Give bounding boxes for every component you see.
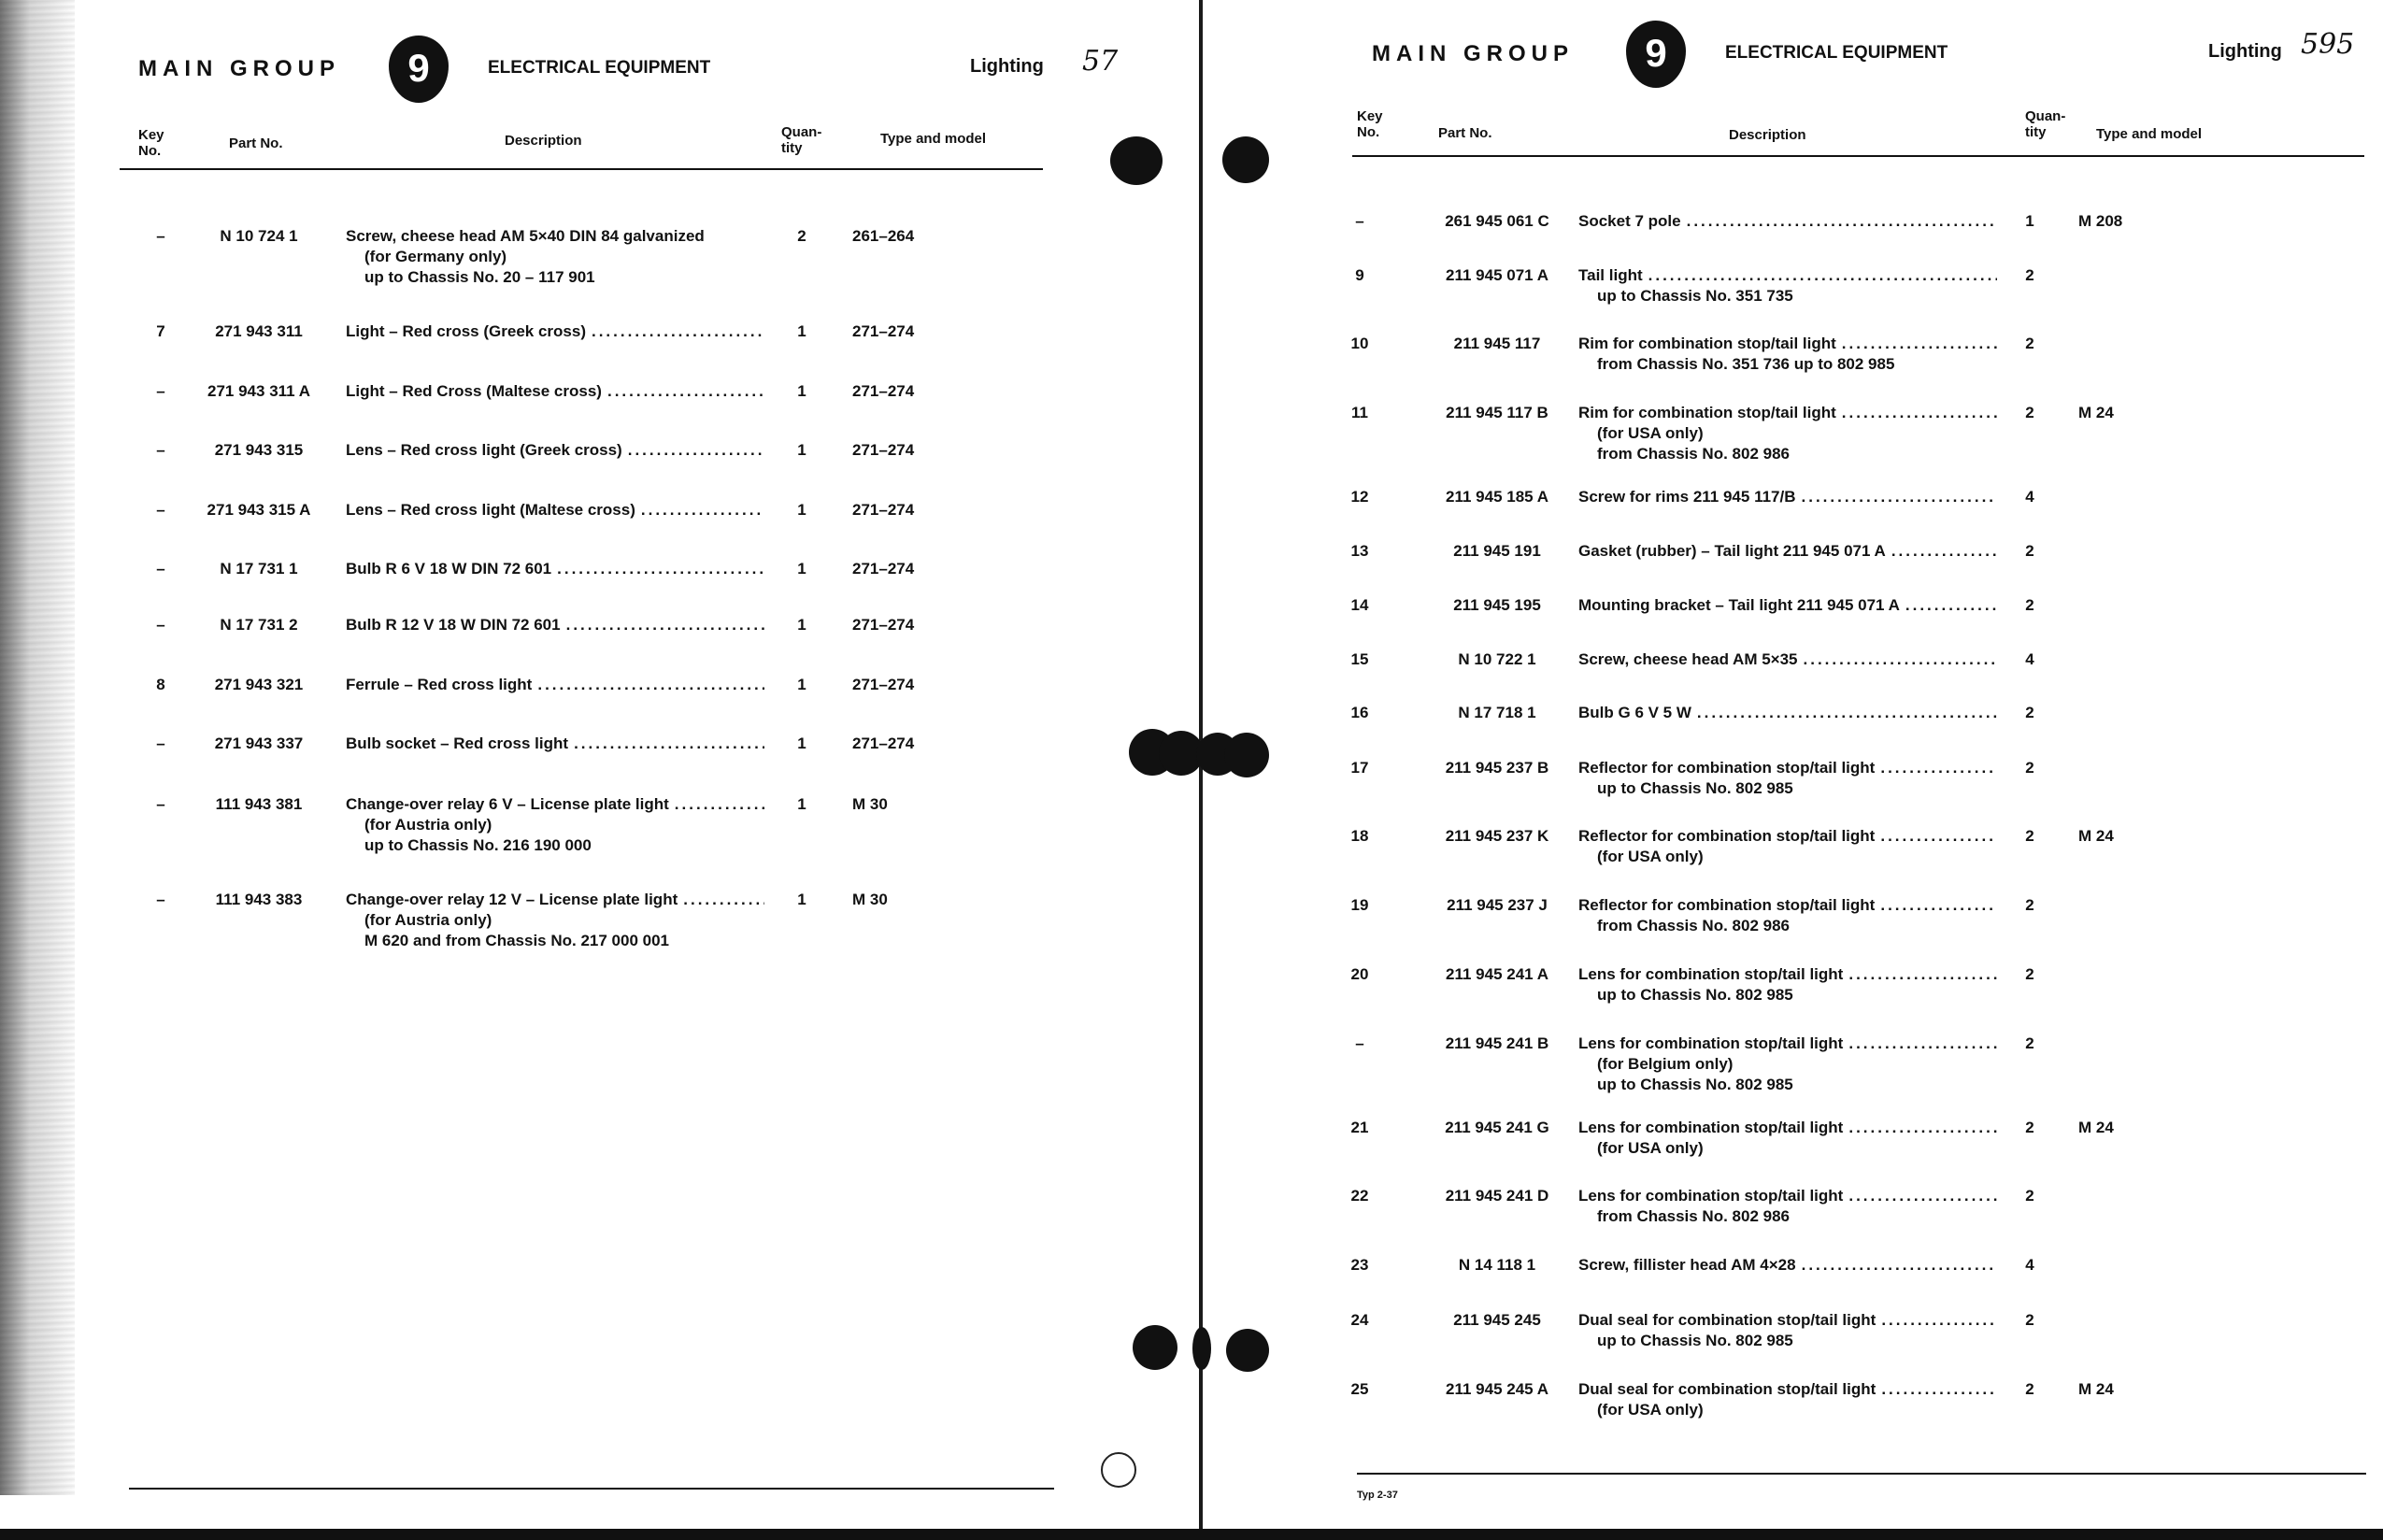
type-model: M 24 [2078, 1119, 2114, 1136]
key-number: 20 [1350, 965, 1369, 983]
quantity: 4 [2025, 488, 2034, 506]
part-description [1578, 403, 1997, 464]
key-number: – [156, 382, 165, 400]
part-number: N 14 118 1 [1458, 1256, 1536, 1274]
quantity: 1 [797, 734, 806, 752]
punch-hole [1226, 1329, 1269, 1372]
description-text: Dual seal for combination stop/tail light [1578, 1380, 1876, 1398]
scan-edge-shadow [0, 0, 75, 1495]
description-note: from Chassis No. 802 986 [1597, 1207, 1790, 1225]
part-description [346, 675, 764, 695]
key-number: 22 [1350, 1187, 1369, 1205]
description-note: from Chassis No. 802 986 [1597, 445, 1790, 463]
description-text: Lens – Red cross light (Maltese cross) [346, 501, 635, 519]
punch-hole [1110, 136, 1163, 185]
leader-dots [1880, 895, 1997, 916]
section-title: ELECTRICAL EQUIPMENT [488, 58, 711, 78]
part-number: N 17 718 1 [1458, 704, 1536, 721]
leader-dots [1848, 1034, 1997, 1054]
section-title: ELECTRICAL EQUIPMENT [1725, 43, 1948, 63]
quantity: 2 [2025, 404, 2034, 421]
description-text: Gasket (rubber) – Tail light 211 945 071 A [1578, 542, 1886, 560]
leader-dots [1881, 1310, 1997, 1331]
key-number: 16 [1350, 704, 1369, 721]
quantity: 1 [797, 382, 806, 400]
part-number: 211 945 191 [1453, 542, 1541, 560]
quantity: 2 [2025, 759, 2034, 777]
part-description [1578, 265, 1997, 307]
description-text: Mounting bracket – Tail light 211 945 071 A [1578, 596, 1900, 614]
part-description [1578, 1310, 1997, 1351]
key-number: 18 [1350, 827, 1369, 845]
part-number: 271 943 315 A [207, 501, 311, 519]
part-description [1578, 1186, 1997, 1227]
description-note: (for Austria only) [364, 911, 492, 929]
part-description [1578, 758, 1997, 799]
type-model: M 24 [2078, 404, 2114, 421]
part-description [1578, 895, 1997, 936]
description-note: (for Belgium only) [1597, 1055, 1734, 1073]
description-note: up to Chassis No. 802 985 [1597, 1076, 1793, 1093]
part-number: 211 945 241 B [1445, 1034, 1549, 1052]
description-text: Screw, cheese head AM 5×40 DIN 84 galvanized [346, 227, 705, 245]
part-description [1578, 211, 1997, 232]
description-text: Bulb R 12 V 18 W DIN 72 601 [346, 616, 561, 634]
description-note: up to Chassis No. 20 – 117 901 [364, 268, 595, 286]
description-text: Screw, fillister head AM 4×28 [1578, 1256, 1796, 1274]
type-model: 271–274 [852, 501, 915, 519]
type-model: M 30 [852, 891, 888, 908]
type-model: M 24 [2078, 827, 2114, 845]
key-number: 12 [1350, 488, 1369, 506]
part-description [1578, 826, 1997, 867]
description-text: Lens for combination stop/tail light [1578, 1187, 1844, 1205]
part-number: 211 945 117 B [1446, 404, 1548, 421]
col-part-header: Part No. [229, 135, 283, 151]
leader-dots [675, 794, 764, 815]
type-model: 271–274 [852, 441, 915, 459]
description-text: Screw for rims 211 945 117/B [1578, 488, 1796, 506]
leader-dots [1842, 403, 1997, 423]
part-number: 211 945 245 A [1446, 1380, 1548, 1398]
part-description [1578, 703, 1997, 723]
part-description [1578, 595, 1997, 616]
part-description [346, 226, 764, 288]
type-model: 271–274 [852, 616, 915, 634]
part-number: 211 945 237 B [1445, 759, 1549, 777]
key-number: 8 [156, 676, 165, 693]
key-number: 14 [1350, 596, 1369, 614]
description-note: (for USA only) [1597, 1139, 1704, 1157]
description-note: (for Germany only) [364, 248, 507, 265]
part-description [1578, 487, 1997, 507]
description-note: up to Chassis No. 351 735 [1597, 287, 1793, 305]
part-number: 271 943 321 [214, 676, 304, 693]
quantity: 1 [797, 501, 806, 519]
part-number: 271 943 315 [214, 441, 304, 459]
part-number: 111 943 381 [215, 795, 303, 813]
quantity: 4 [2025, 650, 2034, 668]
part-description [1578, 1034, 1997, 1095]
part-description [1578, 964, 1997, 1005]
key-number: 24 [1350, 1311, 1369, 1329]
description-text: Socket 7 pole [1578, 212, 1681, 230]
leader-dots [1848, 1186, 1997, 1206]
leader-dots [1880, 826, 1997, 847]
col-part-header: Part No. [1438, 125, 1492, 141]
part-number: 211 945 195 [1453, 596, 1541, 614]
leader-dots [607, 381, 764, 402]
leader-dots [566, 615, 764, 635]
part-number: 211 945 237 K [1445, 827, 1549, 845]
description-note: up to Chassis No. 802 985 [1597, 986, 1793, 1004]
type-model: M 208 [2078, 212, 2123, 230]
quantity: 1 [797, 560, 806, 578]
description-text: Reflector for combination stop/tail light [1578, 827, 1876, 845]
part-number: 271 943 311 A [207, 382, 310, 400]
part-number: 211 945 241 D [1445, 1187, 1549, 1205]
description-text: Change-over relay 12 V – License plate light [346, 891, 678, 908]
quantity: 2 [2025, 896, 2034, 914]
quantity: 2 [2025, 1380, 2034, 1398]
leader-dots [1802, 1255, 1997, 1276]
main-group-title: MAIN GROUP [1372, 41, 1574, 66]
part-description [1578, 541, 1997, 562]
key-number: – [156, 616, 165, 634]
description-text: Tail light [1578, 266, 1643, 284]
part-description [346, 794, 764, 856]
key-number: 19 [1350, 896, 1369, 914]
description-note: M 620 and from Chassis No. 217 000 001 [364, 932, 669, 949]
description-note: (for USA only) [1597, 1401, 1704, 1419]
part-description [346, 559, 764, 579]
quantity: 2 [2025, 266, 2034, 284]
leader-dots [641, 500, 764, 520]
description-note: from Chassis No. 351 736 up to 802 985 [1597, 355, 1895, 373]
group-number-badge: 9 [1626, 21, 1686, 88]
description-text: Change-over relay 6 V – License plate light [346, 795, 669, 813]
leader-dots [1687, 211, 1997, 232]
col-type-header: Type and model [2096, 126, 2203, 142]
leader-dots [683, 890, 764, 910]
footer-rule [129, 1488, 1054, 1490]
quantity: 4 [2025, 1256, 2034, 1274]
part-number: 271 943 337 [214, 734, 304, 752]
leader-dots [1848, 964, 1997, 985]
key-number: – [156, 501, 165, 519]
description-text: Screw, cheese head AM 5×35 [1578, 650, 1798, 668]
description-text: Lens for combination stop/tail light [1578, 965, 1844, 983]
header-rule [120, 168, 1043, 170]
key-number: 21 [1350, 1119, 1369, 1136]
description-note: (for USA only) [1597, 848, 1704, 865]
col-key-header: Key No. [138, 127, 164, 159]
quantity: 1 [797, 676, 806, 693]
type-model: M 24 [2078, 1380, 2114, 1398]
punch-hole [1224, 733, 1269, 777]
handwritten-page-number: 57 [1082, 45, 1119, 78]
key-number: 17 [1350, 759, 1369, 777]
punch-hole [1192, 1327, 1211, 1370]
part-number: 211 945 185 A [1446, 488, 1548, 506]
quantity: 2 [2025, 335, 2034, 352]
description-text: Light – Red cross (Greek cross) [346, 322, 586, 340]
part-number: N 17 731 2 [220, 616, 298, 634]
type-model: 271–274 [852, 322, 915, 340]
key-number: 7 [156, 322, 165, 340]
group-number-badge: 9 [389, 36, 449, 103]
description-note: (for USA only) [1597, 424, 1704, 442]
description-text: Bulb socket – Red cross light [346, 734, 569, 752]
part-description [1578, 334, 1997, 375]
description-text: Bulb R 6 V 18 W DIN 72 601 [346, 560, 552, 578]
description-text: Ferrule – Red cross light [346, 676, 533, 693]
key-number: 23 [1350, 1256, 1369, 1274]
leader-dots [628, 440, 764, 461]
description-note: from Chassis No. 802 986 [1597, 917, 1790, 934]
key-number: 13 [1350, 542, 1369, 560]
description-text: Dual seal for combination stop/tail light [1578, 1311, 1876, 1329]
part-description [346, 890, 764, 951]
quantity: 1 [797, 322, 806, 340]
part-number: 111 943 383 [215, 891, 303, 908]
leader-dots [574, 734, 764, 754]
description-note: up to Chassis No. 216 190 000 [364, 836, 592, 854]
punch-hole [1133, 1325, 1177, 1370]
key-number: 10 [1350, 335, 1369, 352]
description-text: Lens for combination stop/tail light [1578, 1119, 1844, 1136]
quantity: 2 [2025, 1311, 2034, 1329]
description-text: Reflector for combination stop/tail light [1578, 759, 1876, 777]
part-number: 211 945 241 G [1445, 1119, 1549, 1136]
description-text: Reflector for combination stop/tail light [1578, 896, 1876, 914]
description-note: (for Austria only) [364, 816, 492, 834]
description-note: up to Chassis No. 802 985 [1597, 779, 1793, 797]
description-text: Light – Red Cross (Maltese cross) [346, 382, 602, 400]
footer-rule [1357, 1473, 2366, 1475]
part-description [1578, 649, 1997, 670]
part-number: 211 945 237 J [1447, 896, 1548, 914]
key-number: – [156, 441, 165, 459]
subsection-title: Lighting [2208, 41, 2282, 62]
col-quantity-header: Quan-tity [2025, 108, 2066, 140]
type-model: 271–274 [852, 560, 915, 578]
col-quantity-header: Quan-tity [781, 124, 822, 156]
subsection-title: Lighting [970, 56, 1044, 77]
main-group-title: MAIN GROUP [138, 56, 340, 81]
key-number: 9 [1355, 266, 1364, 284]
punch-hole [1222, 136, 1269, 183]
leader-dots [1842, 334, 1997, 354]
type-model: M 30 [852, 795, 888, 813]
quantity: 1 [797, 795, 806, 813]
col-description-header: Description [505, 133, 582, 149]
key-number: – [156, 795, 165, 813]
leader-dots [1697, 703, 1997, 723]
part-number: N 17 731 1 [220, 560, 298, 578]
quantity: 2 [2025, 827, 2034, 845]
quantity: 2 [2025, 1034, 2034, 1052]
part-description [346, 381, 764, 402]
quantity: 2 [2025, 965, 2034, 983]
leader-dots [592, 321, 764, 342]
quantity: 1 [797, 441, 806, 459]
leader-dots [1804, 649, 1997, 670]
part-description [346, 440, 764, 461]
punch-hole-outline [1101, 1452, 1136, 1488]
key-number: – [156, 891, 165, 908]
part-description [1578, 1118, 1997, 1159]
key-number: 25 [1350, 1380, 1369, 1398]
description-note: up to Chassis No. 802 985 [1597, 1332, 1793, 1349]
part-number: 211 945 241 A [1446, 965, 1548, 983]
scan-bottom-edge [0, 1529, 2383, 1540]
key-number: 11 [1351, 404, 1368, 421]
part-number: 211 945 071 A [1446, 266, 1548, 284]
leader-dots [557, 559, 764, 579]
leader-dots [1880, 758, 1997, 778]
leader-dots [1848, 1118, 1997, 1138]
quantity: 2 [2025, 596, 2034, 614]
quantity: 1 [797, 891, 806, 908]
key-number: – [156, 560, 165, 578]
part-number: N 10 724 1 [220, 227, 298, 245]
leader-dots [537, 675, 764, 695]
quantity: 2 [2025, 542, 2034, 560]
quantity: 2 [2025, 704, 2034, 721]
quantity: 2 [2025, 1187, 2034, 1205]
key-number: – [1355, 1034, 1364, 1052]
key-number: – [156, 227, 165, 245]
part-description [1578, 1379, 1997, 1420]
leader-dots [1648, 265, 1997, 286]
right-catalog-page [1203, 0, 2383, 1529]
handwritten-page-number: 595 [2301, 28, 2355, 61]
key-number: – [1355, 212, 1364, 230]
type-model: 271–274 [852, 382, 915, 400]
type-model: 271–274 [852, 676, 915, 693]
part-number: 211 945 117 [1453, 335, 1541, 352]
quantity: 1 [797, 616, 806, 634]
part-description [346, 500, 764, 520]
part-number: 261 945 061 C [1445, 212, 1549, 230]
description-text: Rim for combination stop/tail light [1578, 335, 1836, 352]
footer-type-code: Typ 2-37 [1357, 1490, 1398, 1501]
header-rule [1352, 155, 2364, 157]
key-number: – [156, 734, 165, 752]
type-model: 271–274 [852, 734, 915, 752]
quantity: 1 [2025, 212, 2034, 230]
type-model: 261–264 [852, 227, 915, 245]
key-number: 15 [1350, 650, 1369, 668]
part-description [1578, 1255, 1997, 1276]
quantity: 2 [797, 227, 806, 245]
part-number: N 10 722 1 [1458, 650, 1536, 668]
leader-dots [1891, 541, 1997, 562]
left-catalog-page [0, 0, 1199, 1529]
col-description-header: Description [1729, 127, 1806, 143]
description-text: Bulb G 6 V 5 W [1578, 704, 1691, 721]
col-type-header: Type and model [880, 131, 987, 147]
part-description [346, 321, 764, 342]
quantity: 2 [2025, 1119, 2034, 1136]
leader-dots [1905, 595, 1997, 616]
col-key-header: Key No. [1357, 108, 1383, 140]
part-description [346, 615, 764, 635]
part-description [346, 734, 764, 754]
description-text: Rim for combination stop/tail light [1578, 404, 1836, 421]
part-number: 211 945 245 [1453, 1311, 1541, 1329]
part-number: 271 943 311 [215, 322, 303, 340]
leader-dots [1881, 1379, 1997, 1400]
description-text: Lens – Red cross light (Greek cross) [346, 441, 622, 459]
description-text: Lens for combination stop/tail light [1578, 1034, 1844, 1052]
leader-dots [1802, 487, 1998, 507]
